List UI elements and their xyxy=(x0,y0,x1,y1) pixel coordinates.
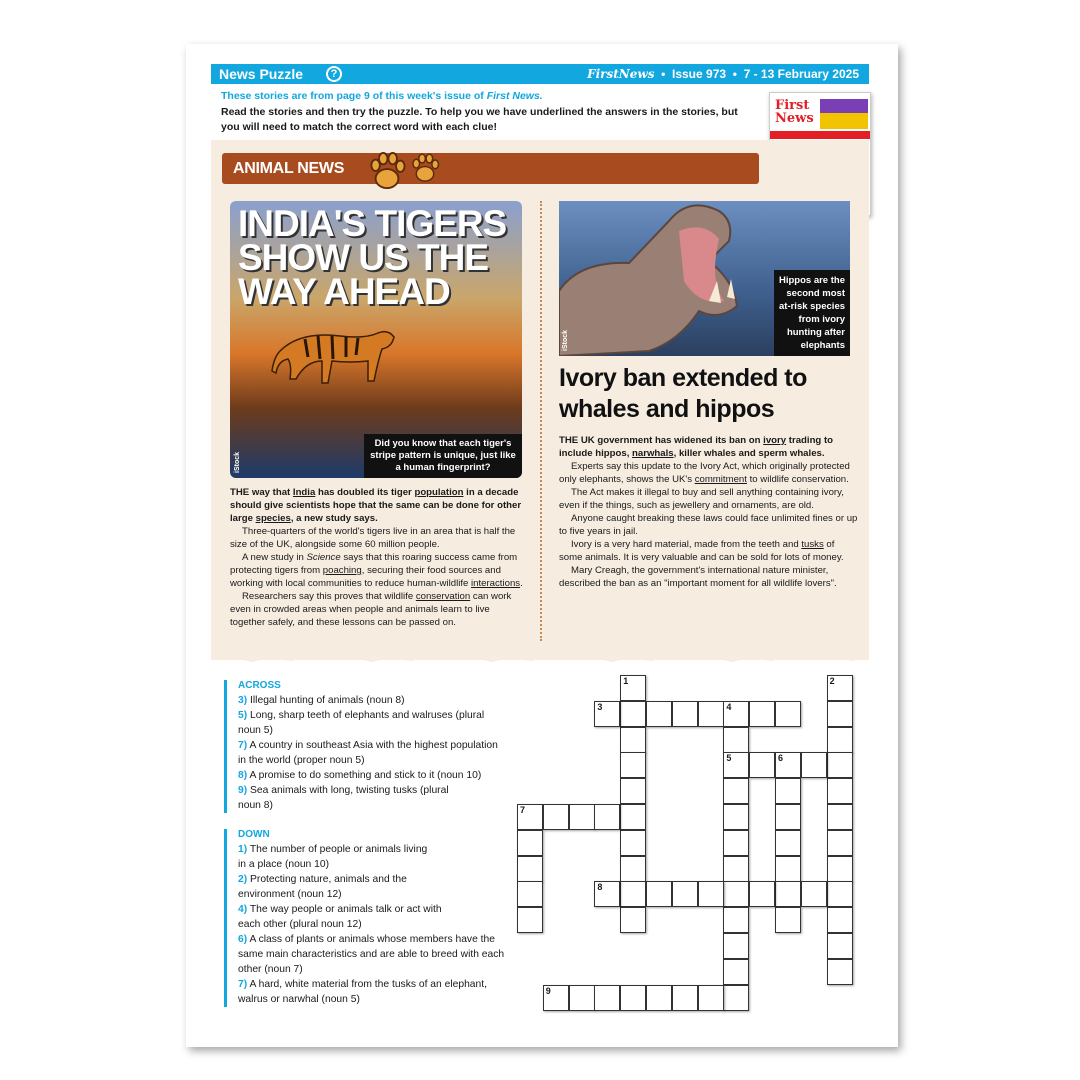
crossword-cell[interactable] xyxy=(723,701,749,727)
crossword-cell[interactable] xyxy=(827,701,853,727)
clue-number: 7 xyxy=(520,805,526,815)
cover-logo: First News xyxy=(775,98,814,126)
clue-item: 5) Long, sharp teeth of elephants and walruses (plural noun 5) xyxy=(238,710,485,736)
page-title: News Puzzle xyxy=(219,66,304,82)
crossword-cell[interactable] xyxy=(569,985,595,1011)
answer-underline: species xyxy=(255,513,291,524)
tiger-article xyxy=(230,486,526,629)
crossword-cell[interactable] xyxy=(620,701,646,727)
ivory-lead: THE UK government has widened its ban on ivory trading to include hippos, narwhals, killer whales and sperm whales. xyxy=(559,435,834,459)
clue-item: 3) Illegal hunting of animals (noun 8) xyxy=(238,695,405,706)
tiger-photo xyxy=(230,201,522,478)
crossword-cell[interactable] xyxy=(594,881,620,907)
crossword-cell[interactable] xyxy=(543,804,569,830)
answer-underline: India xyxy=(292,487,316,498)
crossword-cell[interactable] xyxy=(620,804,646,830)
crossword-cell[interactable] xyxy=(827,907,853,933)
header-bar xyxy=(211,64,869,84)
across-heading: ACROSS xyxy=(238,680,281,691)
answer-underline: poaching xyxy=(322,565,362,576)
tiger-paragraph: Researchers say this proves that wildlife conservation can work even in crowded areas when people and animals learn to live together safely, and these lessons can be passed on. xyxy=(230,591,512,628)
crossword-cell[interactable] xyxy=(723,933,749,959)
clue-item: 8) A promise to do something and stick to it (noun 10) xyxy=(238,770,482,781)
answer-underline: conservation xyxy=(415,591,471,602)
clue-item: 9) Sea animals with long, twisting tusks (plural noun 8) xyxy=(238,785,449,811)
crossword-cell[interactable] xyxy=(646,985,672,1011)
paw-print-icon xyxy=(368,150,406,192)
issue-number: Issue 973 xyxy=(672,67,727,81)
ivory-headline: Ivory ban extended to whales and hippos xyxy=(559,364,807,423)
ivory-paragraph: Experts say this update to the Ivory Act, which originally protected only elephants, shows the UK's commitment to wildlife conservation. xyxy=(559,461,850,485)
clue-number: 3 xyxy=(597,701,603,712)
crossword-cell[interactable] xyxy=(620,830,646,856)
answer-underline: commitment xyxy=(694,474,747,485)
crossword-cell[interactable] xyxy=(723,907,749,933)
crossword-cell[interactable] xyxy=(620,856,646,882)
crossword-cell[interactable] xyxy=(672,985,698,1011)
cover-strip xyxy=(770,131,871,139)
across-clues xyxy=(224,680,524,813)
crossword-cell[interactable] xyxy=(775,804,801,830)
crossword-cell[interactable] xyxy=(620,778,646,804)
crossword-cell[interactable] xyxy=(723,804,749,830)
down-heading: DOWN xyxy=(238,829,270,840)
crossword-cell[interactable] xyxy=(620,752,646,778)
crossword-cell[interactable] xyxy=(646,701,672,727)
crossword-cell[interactable] xyxy=(723,830,749,856)
clues-panel xyxy=(224,680,524,1007)
down-clues xyxy=(224,829,524,1007)
crossword-cell[interactable] xyxy=(775,778,801,804)
intro-publication: First News. xyxy=(486,90,543,102)
clue-item: 7) A country in southeast Asia with the highest population in the world (proper noun 5) xyxy=(238,740,498,766)
clue-number: 9 xyxy=(545,985,551,996)
tiger-silhouette xyxy=(270,321,400,391)
answer-underline: population xyxy=(414,487,464,498)
crossword-cell[interactable] xyxy=(594,985,620,1011)
column-divider xyxy=(540,201,542,641)
clue-number: 1 xyxy=(623,676,629,686)
crossword-cell[interactable] xyxy=(620,675,646,701)
intro-source-text: These stories are from page 9 of this week's issue of xyxy=(221,90,484,102)
tiger-paragraph: A new study in Science says that this roaring success came from protecting tigers from poaching, securing their food sources and working with local communities to reduce human-wildlife interactions. xyxy=(230,552,523,589)
crossword-cell[interactable] xyxy=(775,907,801,933)
crossword-cell[interactable] xyxy=(620,727,646,753)
clue-accent-bar xyxy=(224,680,227,813)
crossword-cell[interactable] xyxy=(827,959,853,985)
answer-underline: narwhals xyxy=(632,448,674,459)
photo-credit: iStock xyxy=(234,451,241,473)
clue-item: 6) A class of plants or animals whose members have the same main characteristics and are able to breed with each other (noun 7) xyxy=(238,934,505,975)
issue-dates: 7 - 13 February 2025 xyxy=(743,67,859,81)
crossword-cell[interactable] xyxy=(620,985,646,1011)
ivory-paragraph: Mary Creagh, the government's international nature minister, described the ban as an "important moment for all wildlife lovers". xyxy=(559,565,837,589)
hippo-photo xyxy=(559,201,850,356)
crossword-cell[interactable] xyxy=(723,752,749,778)
crossword-cell[interactable] xyxy=(749,752,775,778)
crossword-cell[interactable] xyxy=(827,675,853,701)
tiger-headline: INDIA'S TIGERS SHOW US THE WAY AHEAD xyxy=(238,203,507,312)
crossword-cell[interactable] xyxy=(543,985,569,1011)
crossword-cell[interactable] xyxy=(801,881,827,907)
brand-name: FirstNews xyxy=(587,67,655,81)
crossword-cell[interactable] xyxy=(723,727,749,753)
crossword-cell[interactable] xyxy=(517,907,543,933)
crossword-cell[interactable] xyxy=(775,830,801,856)
crossword-cell[interactable] xyxy=(801,752,827,778)
section-label: ANIMAL NEWS xyxy=(233,160,345,177)
crossword-cell[interactable] xyxy=(517,881,543,907)
crossword-cell[interactable] xyxy=(827,778,853,804)
crossword-cell[interactable] xyxy=(775,856,801,882)
crossword-cell[interactable] xyxy=(749,881,775,907)
crossword-cell[interactable] xyxy=(517,804,543,830)
crossword-cell[interactable] xyxy=(698,881,724,907)
crossword-cell[interactable] xyxy=(827,752,853,778)
crossword-cell[interactable] xyxy=(827,830,853,856)
ivory-paragraph: Ivory is a very hard material, made from the teeth and tusks of some animals. It is very valuable and can be sold for lots of money. xyxy=(559,539,844,563)
crossword-cell[interactable] xyxy=(672,701,698,727)
crossword-cell[interactable] xyxy=(827,856,853,882)
crossword-cell[interactable] xyxy=(672,881,698,907)
intro-source xyxy=(221,90,543,102)
intro-instructions: Read the stories and then try the puzzle. To help you we have underlined the answers in the stories, but you will need to match the correct word with each clue! xyxy=(221,106,738,133)
crossword-cell[interactable] xyxy=(620,881,646,907)
clue-number: 4 xyxy=(726,701,732,712)
crossword-cell[interactable] xyxy=(646,881,672,907)
crossword-cell[interactable] xyxy=(569,804,595,830)
crossword-cell[interactable] xyxy=(827,881,853,907)
crossword-cell[interactable] xyxy=(775,701,801,727)
answer-underline: ivory xyxy=(763,435,787,446)
crossword-cell[interactable] xyxy=(827,727,853,753)
clue-item: 7) A hard, white material from the tusks of an elephant, walrus or narwhal (noun 5) xyxy=(238,979,487,1005)
crossword-cell[interactable] xyxy=(517,856,543,882)
crossword-cell[interactable] xyxy=(620,907,646,933)
crossword-cell[interactable] xyxy=(698,701,724,727)
cover-banner-yellow xyxy=(820,113,868,129)
clue-item: 4) The way people or animals talk or act with each other (plural noun 12) xyxy=(238,904,442,930)
ivory-paragraph: The Act makes it illegal to buy and sell anything containing ivory, even if the things, such as jewellery and ornaments, are old. xyxy=(559,487,844,511)
crossword-cell[interactable] xyxy=(723,881,749,907)
photo-credit: iStock xyxy=(562,329,569,351)
torn-edge xyxy=(211,652,869,664)
clue-number: 8 xyxy=(597,882,603,893)
crossword-cell[interactable] xyxy=(594,701,620,727)
crossword-cell[interactable] xyxy=(723,985,749,1011)
answer-underline: tusks xyxy=(801,539,824,550)
crossword-cell[interactable] xyxy=(723,856,749,882)
ivory-article xyxy=(559,434,859,590)
clue-item: 1) The number of people or animals living in a place (noun 10) xyxy=(238,844,428,870)
tiger-lead: THE way that India has doubled its tiger population in a decade should give scientists hope that the same can be done for other large species, a new study says. xyxy=(230,487,522,524)
ivory-paragraph: Anyone caught breaking these laws could face unlimited fines or up to five years in jail. xyxy=(559,513,858,537)
answer-underline: interactions xyxy=(471,578,521,589)
crossword-cell[interactable] xyxy=(827,933,853,959)
clue-number: 2 xyxy=(829,676,835,686)
section-banner xyxy=(222,153,759,184)
hippo-caption: Hippos are the second most at-risk species from ivory hunting after elephants xyxy=(774,270,850,356)
crossword-cell[interactable] xyxy=(723,778,749,804)
crossword-cell[interactable] xyxy=(723,959,749,985)
crossword-cell[interactable] xyxy=(594,804,620,830)
tiger-caption: Did you know that each tiger's stripe pattern is unique, just like a human fingerprint? xyxy=(364,434,522,478)
clue-number: 6 xyxy=(778,753,784,764)
crossword-cell[interactable] xyxy=(749,701,775,727)
hippo-silhouette xyxy=(559,201,779,356)
crossword-cell[interactable] xyxy=(517,830,543,856)
clue-accent-bar xyxy=(224,829,227,1007)
clue-item: 2) Protecting nature, animals and the environment (noun 12) xyxy=(238,874,407,900)
tiger-paragraph: Three-quarters of the world's tigers live in an area that is half the size of the UK, alongside some 60 million people. xyxy=(230,526,516,550)
crossword-cell[interactable] xyxy=(827,804,853,830)
issue-info: FirstNews • Issue 973 • 7 - 13 February 2025 xyxy=(587,67,859,81)
paw-print-icon-small xyxy=(410,152,440,184)
crossword-cell[interactable] xyxy=(775,881,801,907)
clue-number: 5 xyxy=(726,753,732,764)
crossword-cell[interactable] xyxy=(775,752,801,778)
crossword-cell[interactable] xyxy=(698,985,724,1011)
question-icon[interactable]: ? xyxy=(326,66,342,82)
